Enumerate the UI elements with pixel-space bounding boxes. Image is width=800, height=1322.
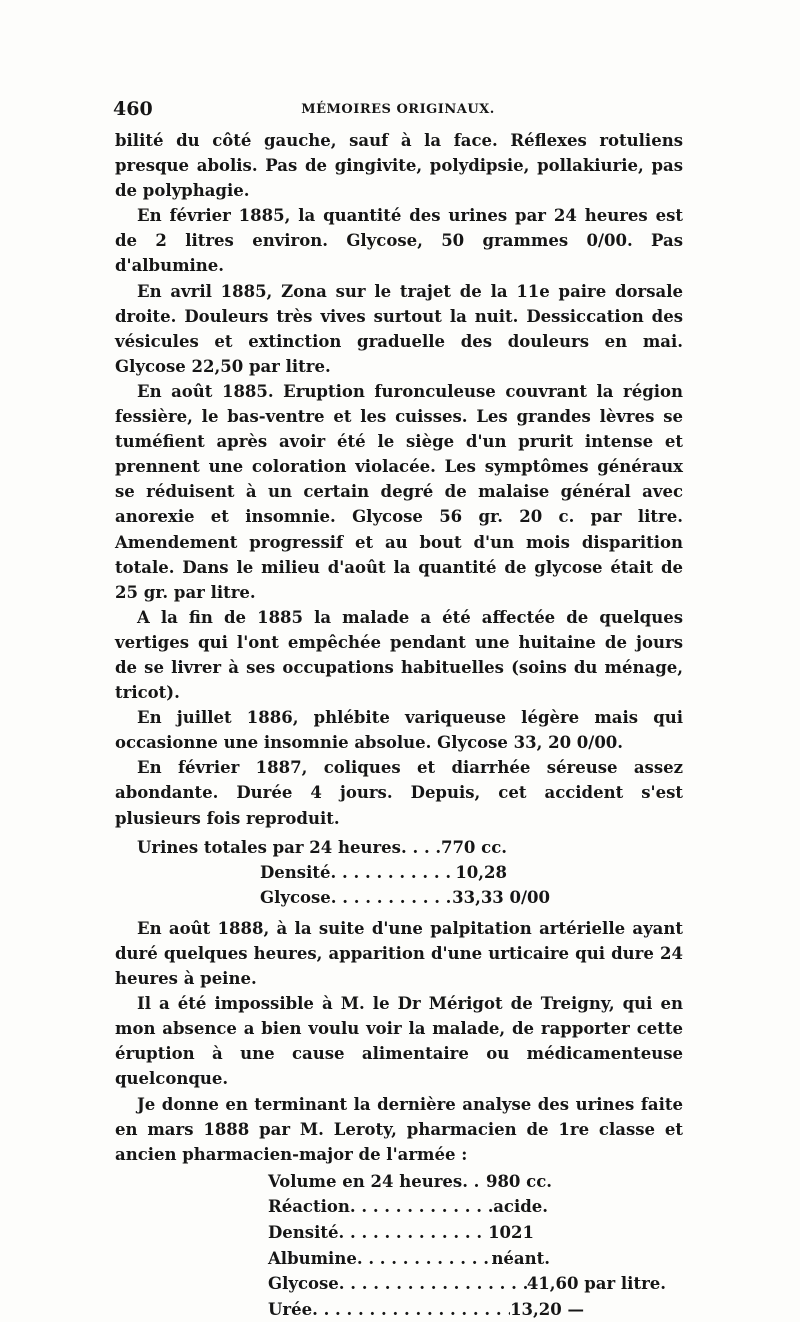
table-value: 13,20 — [510,1299,584,1319]
leader-dots [357,1246,492,1272]
paragraph: En avril 1885, Zona sur le trajet de la 11e paire dorsale droite. Douleurs très vives surtout la nuit. Dessiccation des vésicules et extinction graduelle des douleurs en mai. Glycose 22,50 par litre. [115,281,683,376]
table-row [268,1220,534,1246]
leader-dots [338,1220,488,1246]
paragraph: A la fin de 1885 la malade a été affectée de quelques vertiges qui l'ont empêchée pendant une huitaine de jours de se livrer à ses occupations habituelles (soins du ménage, tricot). [115,607,683,703]
table-label: Urée [268,1299,313,1319]
table-label: Albumine [268,1248,357,1268]
table-row [260,885,550,910]
leader-dots [312,1297,510,1322]
table-value: néant. [491,1248,550,1268]
table-label: Urines totales par 24 heures [137,837,401,857]
paragraph: bilité du côté gauche, sauf à la face. Réflexes rotuliens presque abolis. Pas de gingivite, polydipsie, pollakiurie, pas de polyphagie. [115,131,683,201]
table-row [268,1297,584,1322]
table-row [137,835,507,860]
table-label: Densité [268,1223,339,1243]
table-value: 770 cc. [440,837,507,857]
table-value: 10,28 [455,862,507,882]
paragraph: Je donne en terminant la dernière analyse des urines faite en mars 1888 par M. Leroty, pharmacien de 1re classe et ancien pharmacien-major de l'armée : [115,1094,683,1164]
paragraph: En février 1887, coliques et diarrhée séreuse assez abondante. Durée 4 jours. Depuis, cet accident s'est plusieurs fois reproduit. [115,758,683,828]
leader-dots [331,885,452,910]
paragraph: En février 1885, la quantité des urines par 24 heures est de 2 litres environ. Glycose, 50 grammes 0/00. Pas d'albumine. [115,206,683,276]
page-number: 460 [113,98,153,120]
table-label: Glycose [260,887,331,907]
table-row [260,860,507,885]
leader-dots [462,1169,486,1195]
table-row [268,1271,666,1297]
table-value: 33,33 0/00 [452,887,550,907]
table-row [268,1169,552,1195]
urine-table-2 [268,1169,688,1322]
table-value: 1021 [488,1223,534,1243]
paragraph: En août 1888, à la suite d'une palpitation artérielle ayant duré quelques heures, apparition d'une urticaire qui dure 24 heures à peine. [115,918,683,989]
leader-dots [330,860,455,885]
running-title: MÉMOIRES ORIGINAUX. [301,102,495,117]
table-label: Réaction [268,1197,350,1217]
table-row [268,1246,550,1272]
paragraph: En août 1885. Eruption furonculeuse couvrant la région fessière, le bas-ventre et les cuisses. Les grandes lèvres se tuméfient après avoir été le siège d'un prurit intense et prennent une coloration violacée. Les symptômes généraux se réduisent à un certain degré de malaise général avec anorexie et insomnie. Glycose 56 gr. 20 c. par litre. Amendement progressif et au bout d'un mois disparition totale. Dans le milieu d'août la quantité de glycose était de 25 gr. par litre. [115,381,683,602]
page-body [115,128,683,1322]
table-value: 41,60 par litre. [526,1274,666,1294]
table-value: 980 cc. [485,1171,552,1191]
table-value: acide. [493,1197,548,1217]
leader-dots [350,1194,493,1220]
leader-dots [401,835,441,860]
table-label: Densité [260,862,331,882]
table-label: Volume en 24 heures [268,1171,463,1191]
paragraph: Il a été impossible à M. le Dr Mérigot de Treigny, qui en mon absence a bien voulu voir la malade, de rapporter cette éruption à une cause alimentaire ou médicamenteuse quelconque. [115,994,683,1089]
page-header [113,98,683,124]
urine-table-1 [115,835,683,910]
paragraph: En juillet 1886, phlébite variqueuse légère mais qui occasionne une insomnie absolue. Glycose 33, 20 0/00. [115,708,683,753]
table-row [268,1194,548,1220]
table-label: Glycose [268,1274,339,1294]
leader-dots [339,1271,527,1297]
